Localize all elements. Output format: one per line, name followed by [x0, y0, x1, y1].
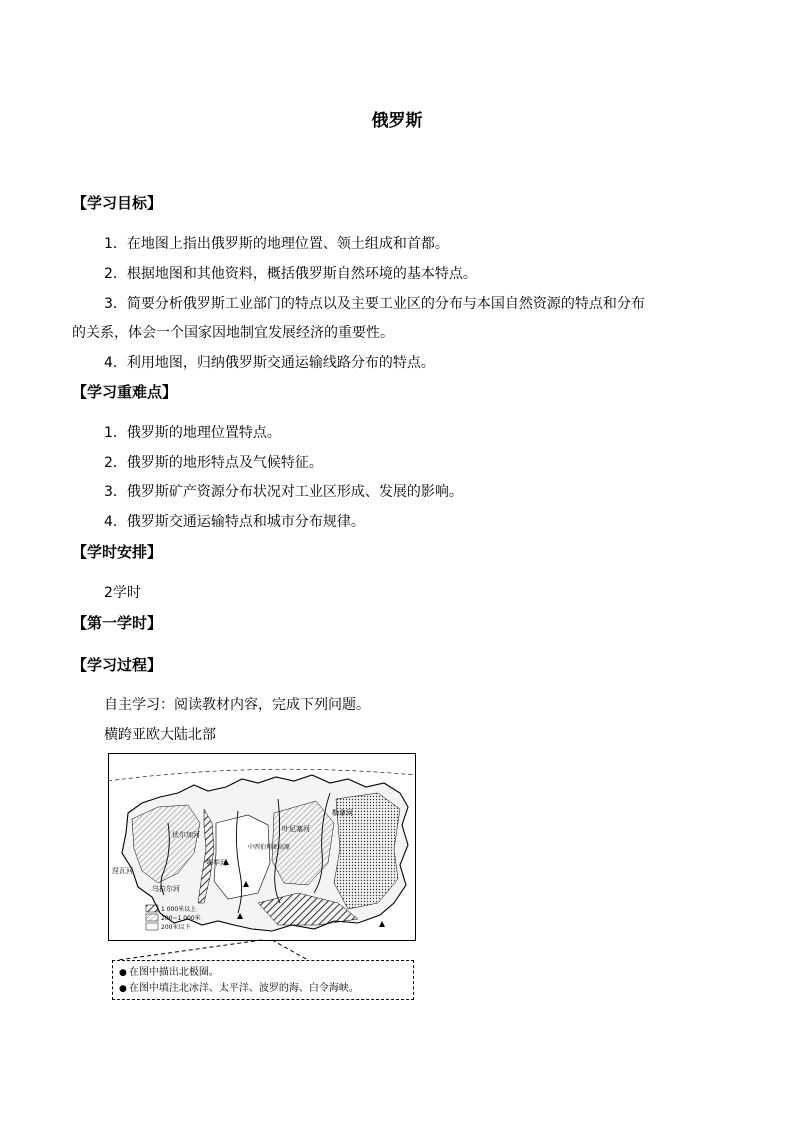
schedule-heading: 【学时安排】 — [72, 543, 163, 561]
process-intro: 自主学习：阅读教材内容，完成下列问题。 — [104, 697, 370, 713]
callout-connector — [112, 938, 312, 962]
schedule-text: 2学时 — [104, 585, 141, 601]
first-period-heading: 【第一学时】 — [72, 614, 163, 632]
label-neva: 涅瓦河 — [112, 867, 133, 875]
page-title: 俄罗斯 — [371, 111, 423, 131]
russia-map-figure — [108, 753, 416, 941]
bullet-icon: ● — [119, 968, 127, 978]
key-point-item: 4．俄罗斯交通运输特点和城市分布规律。 — [104, 514, 365, 530]
objective-item: 3．简要分析俄罗斯工业部门的特点以及主要工业区的分布与本国自然资源的特点和分布 — [104, 296, 645, 312]
label-plateau: 中西伯利亚高原 — [248, 844, 291, 851]
instruction-box — [112, 960, 414, 1000]
objective-item: 4．利用地图，归纳俄罗斯交通运输线路分布的特点。 — [104, 355, 435, 371]
key-points-heading: 【学习重难点】 — [72, 383, 178, 401]
instruction-text: 在图中描出北极圈。 — [128, 967, 219, 978]
instruction-line — [119, 965, 407, 981]
objectives-heading: 【学习目标】 — [72, 194, 163, 212]
legend-mid: 200~1 000米 — [161, 915, 201, 922]
legend-low: 200米以下 — [161, 924, 191, 931]
label-lena: 勒拿河 — [332, 809, 353, 817]
label-yenisei: 叶尼塞河 — [282, 825, 310, 833]
label-ob: 鄂毕河 — [206, 859, 227, 867]
instruction-text: 在图中填注北冰洋、太平洋、波罗的海、白令海峡。 — [128, 983, 359, 994]
instruction-line — [119, 981, 407, 997]
objective-item: 1．在地图上指出俄罗斯的地理位置、领土组成和首都。 — [104, 236, 449, 252]
bullet-icon: ● — [119, 984, 127, 994]
label-ural: 乌拉尔河 — [152, 885, 180, 893]
russia-map — [108, 753, 416, 941]
legend-high: 1 000米以上 — [161, 906, 197, 913]
objective-item: 2．根据地图和其他资料，概括俄罗斯自然环境的基本特点。 — [104, 266, 477, 282]
key-point-item: 2．俄罗斯的地形特点及气候特征。 — [104, 455, 323, 471]
objective-item-continued: 的关系，体会一个国家因地制宜发展经济的重要性。 — [72, 325, 394, 341]
map-caption: 横跨亚欧大陆北部 — [104, 727, 216, 743]
label-volga: 伏尔加河 — [172, 831, 200, 839]
key-point-item: 1．俄罗斯的地理位置特点。 — [104, 425, 281, 441]
key-point-item: 3．俄罗斯矿产资源分布状况对工业区形成、发展的影响。 — [104, 484, 463, 500]
process-heading: 【学习过程】 — [72, 656, 163, 674]
